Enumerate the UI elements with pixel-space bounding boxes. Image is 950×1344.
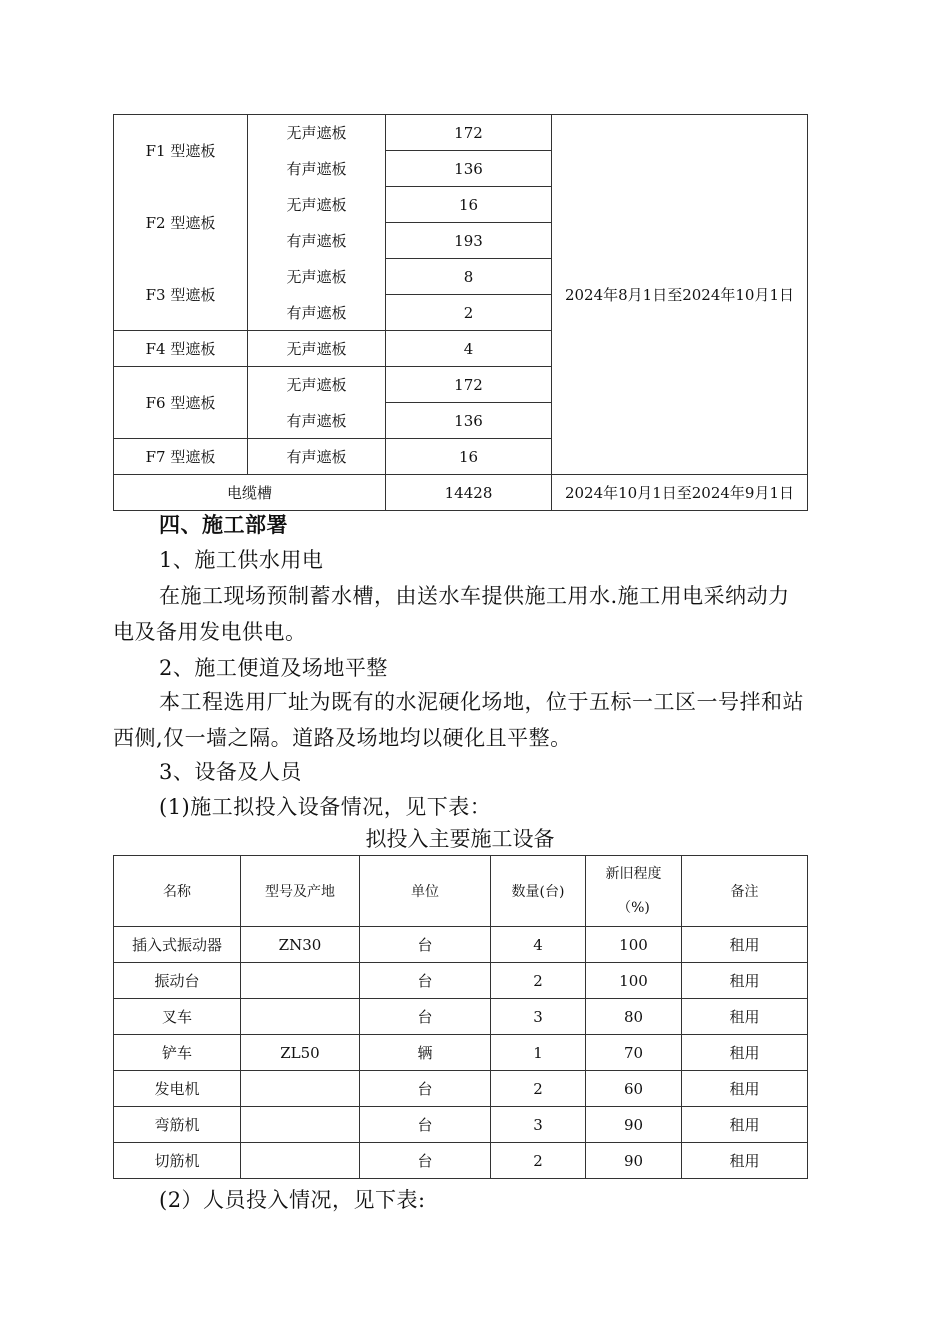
table-header-row (114, 856, 808, 927)
equipment-unit: 台 (360, 999, 491, 1035)
header-name: 名称 (114, 856, 241, 927)
panel-kind-cell: 有声遮板 (248, 151, 386, 187)
quantity-cell: 16 (386, 187, 552, 223)
table-row (114, 475, 808, 511)
equipment-condition: 90 (586, 1143, 682, 1179)
equipment-condition: 100 (586, 963, 682, 999)
table-row (114, 999, 808, 1035)
equipment-unit: 辆 (360, 1035, 491, 1071)
table-row (114, 1107, 808, 1143)
panel-kind-cell: 无声遮板 (248, 259, 386, 295)
equipment-remark: 租用 (682, 927, 808, 963)
panel-kind-cell: 无声遮板 (248, 367, 386, 403)
quantity-cell: 2 (386, 295, 552, 331)
equipment-condition: 100 (586, 927, 682, 963)
equipment-unit: 台 (360, 1107, 491, 1143)
panel-kind-cell: 有声遮板 (248, 439, 386, 475)
panel-kind-cell: 有声遮板 (248, 295, 386, 331)
paragraph: 在施工现场预制蓄水槽，由送水车提供施工用水.施工用电采纳动力电及备用发电供电。 (113, 584, 790, 644)
equipment-name: 插入式振动器 (114, 927, 241, 963)
equipment-model: ZN30 (241, 927, 360, 963)
equipment-model (241, 963, 360, 999)
panel-type-cell: F4 型遮板 (114, 331, 248, 367)
header-remark: 备注 (682, 856, 808, 927)
equipment-model (241, 1143, 360, 1179)
panel-kind-cell: 有声遮板 (248, 223, 386, 259)
quantity-cell: 136 (386, 403, 552, 439)
equipment-remark: 租用 (682, 1107, 808, 1143)
table-row (114, 1143, 808, 1179)
quantity-cell: 193 (386, 223, 552, 259)
panel-kind-cell: 有声遮板 (248, 403, 386, 439)
subsection-title: 1、施工供水用电 (159, 548, 324, 572)
panel-kind-cell: 无声遮板 (248, 187, 386, 223)
equipment-unit: 台 (360, 1071, 491, 1107)
equipment-remark: 租用 (682, 999, 808, 1035)
subsection-title: 2、施工便道及场地平整 (159, 656, 388, 680)
cable-trough-label: 电缆槽 (114, 475, 386, 511)
subsection-title: (2）人员投入情况，见下表: (159, 1188, 426, 1212)
equipment-unit: 台 (360, 963, 491, 999)
quantity-cell: 172 (386, 367, 552, 403)
equipment-quantity: 1 (491, 1035, 586, 1071)
quantity-cell: 16 (386, 439, 552, 475)
subsection-title: 3、设备及人员 (159, 760, 302, 784)
equipment-quantity: 2 (491, 1143, 586, 1179)
subsection-title: (1)施工拟投入设备情况，见下表： (159, 795, 492, 819)
equipment-quantity: 2 (491, 963, 586, 999)
paragraph: 本工程选用厂址为既有的水泥硬化场地，位于五标一工区一号拌和站西侧,仅一墙之隔。道路及场地均以硬化且平整。 (113, 690, 804, 750)
equipment-quantity: 3 (491, 1107, 586, 1143)
panel-type-cell: F1 型遮板 (114, 115, 248, 187)
table-row (114, 115, 808, 151)
equipment-name: 叉车 (114, 999, 241, 1035)
equipment-remark: 租用 (682, 1035, 808, 1071)
equipment-model (241, 1071, 360, 1107)
table-row (114, 1035, 808, 1071)
table-caption: 拟投入主要施工设备 (365, 827, 555, 851)
equipment-name: 铲车 (114, 1035, 241, 1071)
equipment-unit: 台 (360, 927, 491, 963)
equipment-remark: 租用 (682, 963, 808, 999)
quantity-cell: 172 (386, 115, 552, 151)
equipment-name: 发电机 (114, 1071, 241, 1107)
header-quantity: 数量(台) (491, 856, 586, 927)
period-cell: 2024年8月1日至2024年10月1日 (552, 115, 808, 475)
equipment-name: 弯筋机 (114, 1107, 241, 1143)
panel-type-cell: F3 型遮板 (114, 259, 248, 331)
quantity-cell: 4 (386, 331, 552, 367)
panel-schedule-table (113, 114, 808, 511)
cable-trough-period: 2024年10月1日至2024年9月1日 (552, 475, 808, 511)
equipment-quantity: 2 (491, 1071, 586, 1107)
equipment-remark: 租用 (682, 1071, 808, 1107)
header-condition (586, 856, 682, 927)
panel-type-cell: F6 型遮板 (114, 367, 248, 439)
equipment-condition: 80 (586, 999, 682, 1035)
quantity-cell: 136 (386, 151, 552, 187)
equipment-model (241, 1107, 360, 1143)
panel-kind-cell: 无声遮板 (248, 115, 386, 151)
equipment-unit: 台 (360, 1143, 491, 1179)
header-unit: 单位 (360, 856, 491, 927)
equipment-name: 切筋机 (114, 1143, 241, 1179)
equipment-condition: 90 (586, 1107, 682, 1143)
quantity-cell: 8 (386, 259, 552, 295)
section-heading: 四、施工部署 (159, 513, 288, 537)
equipment-quantity: 4 (491, 927, 586, 963)
equipment-table (113, 855, 808, 1179)
equipment-remark: 租用 (682, 1143, 808, 1179)
header-model: 型号及产地 (241, 856, 360, 927)
table-row (114, 1071, 808, 1107)
equipment-model (241, 999, 360, 1035)
table-row (114, 963, 808, 999)
panel-kind-cell: 无声遮板 (248, 331, 386, 367)
panel-type-cell: F2 型遮板 (114, 187, 248, 259)
equipment-quantity: 3 (491, 999, 586, 1035)
cable-trough-quantity: 14428 (386, 475, 552, 511)
table-row (114, 927, 808, 963)
equipment-condition: 60 (586, 1071, 682, 1107)
equipment-condition: 70 (586, 1035, 682, 1071)
header-condition-line1: 新旧程度 (605, 866, 662, 882)
panel-type-cell: F7 型遮板 (114, 439, 248, 475)
header-condition-line2: （%) (617, 900, 650, 916)
equipment-name: 振动台 (114, 963, 241, 999)
equipment-model: ZL50 (241, 1035, 360, 1071)
